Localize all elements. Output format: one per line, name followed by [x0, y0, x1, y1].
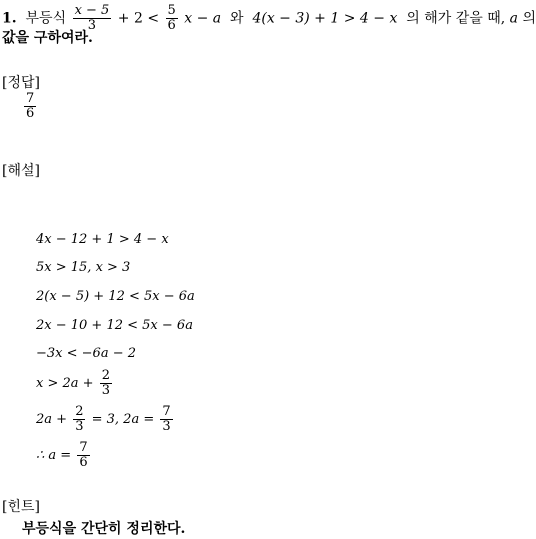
question-suffix: 의 해가 같을 때, — [406, 10, 506, 27]
fraction-x-minus-5-over-3: $\frac{x - 5}{3}$ — [74, 3, 110, 33]
solution-step-4: 2x − 10 + 12 < 5x − 6a — [36, 318, 193, 333]
inequality-2: 4(x − 3) + 1 > 4 − x — [252, 10, 398, 27]
solution-step-2: 5x > 15, x > 3 — [36, 260, 131, 275]
question-prefix: 부등식 — [25, 10, 67, 27]
hint-text: 부등식을 간단히 정리한다. — [22, 521, 186, 537]
solution-step-8: ∴ a = $\frac{7}{6}$ — [36, 440, 88, 470]
fraction-2-over-3: $\frac{2}{3}$ — [101, 368, 110, 398]
solution-step-1: 4x − 12 + 1 > 4 − x — [36, 232, 169, 247]
ineq1-middle: + 2 < — [117, 10, 160, 27]
solution-step-5: −3x < −6a − 2 — [36, 346, 136, 361]
question-line-2: 값을 구하여라. — [2, 30, 93, 46]
hint-label: [힌트] — [2, 499, 40, 515]
answer-value — [22, 92, 38, 121]
fraction-5-over-6: $\frac{5}{6}$ — [167, 3, 176, 33]
question-number: 1. — [2, 10, 17, 27]
fraction-2-over-3-b: $\frac{2}{3}$ — [75, 404, 84, 434]
answer-fraction: $\frac{7}{6}$ — [26, 91, 35, 121]
solution-step-7: 2a + $\frac{2}{3}$ = 3, 2a = $\frac{7}{3}$ — [36, 404, 171, 434]
fraction-7-over-6: $\frac{7}{6}$ — [79, 440, 88, 470]
solution-step-6: x > 2a + $\frac{2}{3}$ — [36, 368, 110, 398]
solution-label: [해설] — [2, 163, 40, 179]
answer-label: [정답] — [2, 75, 40, 91]
conjunction: 와 — [230, 10, 244, 27]
variable-a: a — [509, 10, 519, 27]
ineq1-tail: x − a — [184, 10, 222, 27]
solution-step-3: 2(x − 5) + 12 < 5x − 6a — [36, 289, 195, 304]
question-suffix-2: 의 — [522, 10, 536, 27]
fraction-7-over-3: $\frac{7}{3}$ — [162, 404, 171, 434]
